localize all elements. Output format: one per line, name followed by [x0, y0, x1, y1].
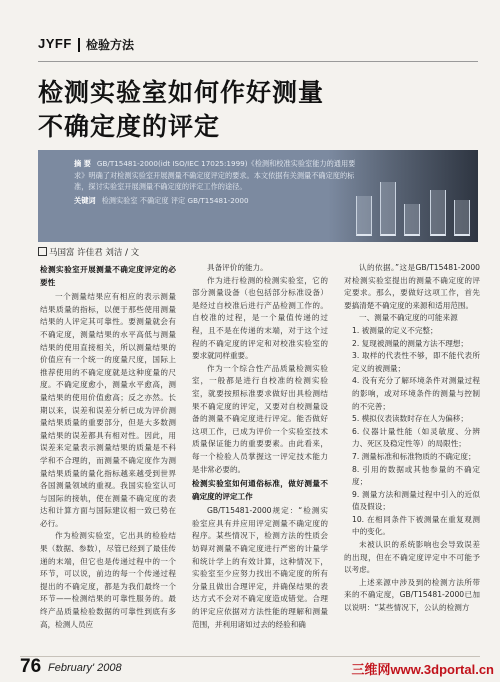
site-watermark: 三维网www.3dportal.cn [351, 662, 494, 677]
section-heading: 检测实验室如何通俗标准，做好测量不确定度的评定工作 [192, 479, 328, 501]
keywords-label: 关键词 [74, 195, 96, 205]
list-item: 2. 复现被测量的测量方法不理想； [352, 338, 468, 348]
header-separator [78, 38, 80, 52]
abstract-text: GB/T15481-2000(idt ISO/IEC 17025:1999)《检测和校准实验室能力的通用要求》明确了对检测实验室开展测量不确定度评定的要求。本文依据有关测量不确定度的标准，探讨实验室开展测量不确定度的评定工作的途径。 [74, 159, 356, 191]
body-paragraph: 一个测量结果应有相应的表示测量结果质量的指标，以便于那些使用测量结果的人评定其可靠性。要测量就会有不确定度，测量结果的水平高低与测量结果的使用直接相关，所以测量结果的价值应有一个统一的度量尺度，国际上推荐使用的不确定度就是这种度量的尺度。不确定度愈小，测量水平愈高，测量结果的使用价值愈高；反之亦然。长期以来，误差和误差分析已成为评价测量结果质量的重要部分，但是大多数测量结果的误差都具有相对性。因此，用误差来定量表示测量结果的质量是不科学和不合理的，而测量不确定度作为测量结果质量的量化指标越来越受到世界各国测量领域的重视。我国实验室认可与国际的接轨，使在测量不确定度的表达和计算方面与国际建议相一致已势在必行。 [40, 292, 176, 528]
author-names: 马国富 许佳君 刘洁 / 文 [49, 248, 140, 258]
body-paragraph: 一、测量不确定度的可能来源 [359, 313, 458, 323]
body-paragraph: 作为检测实验室，它出具的检验结果（数据、参数），尽管已经到了最佳传递的末端，但它也是传递过程中的一个环节，可以说，前边的每一个传递过程提出的不确定度，都是为我们最终一个环节——检测结果的可靠性服务的。最终产品质量检验数据的可靠性到底有多高，检测人员应 [40, 531, 176, 629]
body-paragraph: 认的依据。”这是GB/T15481-2000对检测实验室提出的测量不确定度的评定要求。那么，要做好这项工作，首先要搞清楚不确定度的来源和适用范围。 [344, 263, 480, 310]
list-item: 4. 没有充分了解环境条件对测量过程的影响，或对环境条件的测量与控制的不完善； [352, 376, 480, 411]
page-number: 76 [20, 656, 42, 677]
keywords-text: 检测实验室 不确定度 评定 GB/T15481-2000 [101, 195, 249, 205]
body-paragraph: GB/T15481-2000规定：“检测实验室应具有并应用评定测量不确定度的程序。某些情况下，检测方法的性质会妨碍对测量不确定度进行严密的计量学和统计学上的有效计算，这种情况下，实验室至少应努力找出不确定度的所有分量且做出合理评定，并确保结果的表达方式不会对不确定度造成错觉。合理的评定应依据对方法性能的理解和测量范围，并利用诸如过去的经验和确 [192, 506, 328, 629]
abstract-banner [38, 150, 478, 242]
section-name: 检验方法 [86, 38, 135, 52]
title-line-1: 检测实验室如何作好测量 [38, 78, 325, 107]
list-item: 9. 测量方法和测量过程中引入的近似值及假设； [352, 489, 480, 512]
body-paragraph: 作为一个综合性产品质量检测实验室，一般都是进行自校准的检测实验室，就要按照标准要求做好出具检测结果不确定度的评定，又要对自校测量设备的测量不确定度进行评定。能否做好这项工作，已成为评价一个实验室技术质量保证能力的重要要素。由此看来，每一个检验人员掌握这一评定技术能力是非常必要的。 [192, 363, 328, 474]
issue-date: February' 2008 [48, 662, 122, 674]
article-title [38, 76, 468, 144]
section-heading: 检测实验室开展测量不确定度评定的必要性 [40, 265, 176, 287]
list-item: 10. 在相同条件下被测量在重复观测中的变化。 [352, 514, 480, 537]
body-paragraph: 作为进行检测的检测实验室，它的部分测量设备（也包括部分标准设备）是经过自校准后进行产品检测工作的。自校准的过程，是一个量值传递的过程，且不是在传递的末端，对于这个过程的不确定度的评定和对校准实验室的要求就同样重要。 [192, 275, 328, 361]
body-paragraph: 未被认识的系统影响也会导致误差的出现，但在不确定度评定中不可能予以考虑。 [344, 540, 480, 575]
list-item: 6. 仪器计量性能（如灵敏度、分辨力、死区及稳定性等）的局限性； [352, 426, 480, 449]
flask-icon [404, 204, 420, 236]
section-header [0, 36, 500, 58]
byline-box-icon [38, 247, 47, 256]
magazine-logo: JYFF [38, 36, 72, 51]
flask-icon [380, 182, 396, 236]
title-line-2: 不确定度的评定 [38, 112, 221, 141]
flask-icon [430, 190, 446, 236]
header-rule [38, 61, 478, 62]
column-1 [40, 262, 176, 631]
body-paragraph: 具备评价的能力。 [207, 263, 268, 272]
list-item: 7. 测量标准和标准物质的不确定度； [352, 451, 476, 461]
abstract-block [74, 158, 364, 206]
flask-icon [454, 200, 470, 236]
abstract [74, 158, 364, 193]
list-item: 8. 引用的数据或其他参量的不确定度； [352, 464, 480, 487]
abstract-label: 摘 要 [74, 159, 91, 168]
column-2 [192, 262, 328, 631]
body-paragraph: 上述来源中涉及到的检测方法所带来的不确定度，GB/T15481-2000已加以说明：“某些情况下，公认的检测方 [344, 577, 480, 613]
column-3 [344, 262, 480, 615]
list-item: 1. 被测量的定义不完整； [352, 325, 438, 335]
keywords [74, 195, 364, 207]
list-item: 5. 模拟仪表读数时存在人为偏移； [352, 414, 468, 424]
list-item: 3. 取样的代表性不够，即不能代表所定义的被测量； [352, 351, 480, 373]
footer-rule [20, 656, 480, 657]
author-byline [38, 246, 139, 258]
